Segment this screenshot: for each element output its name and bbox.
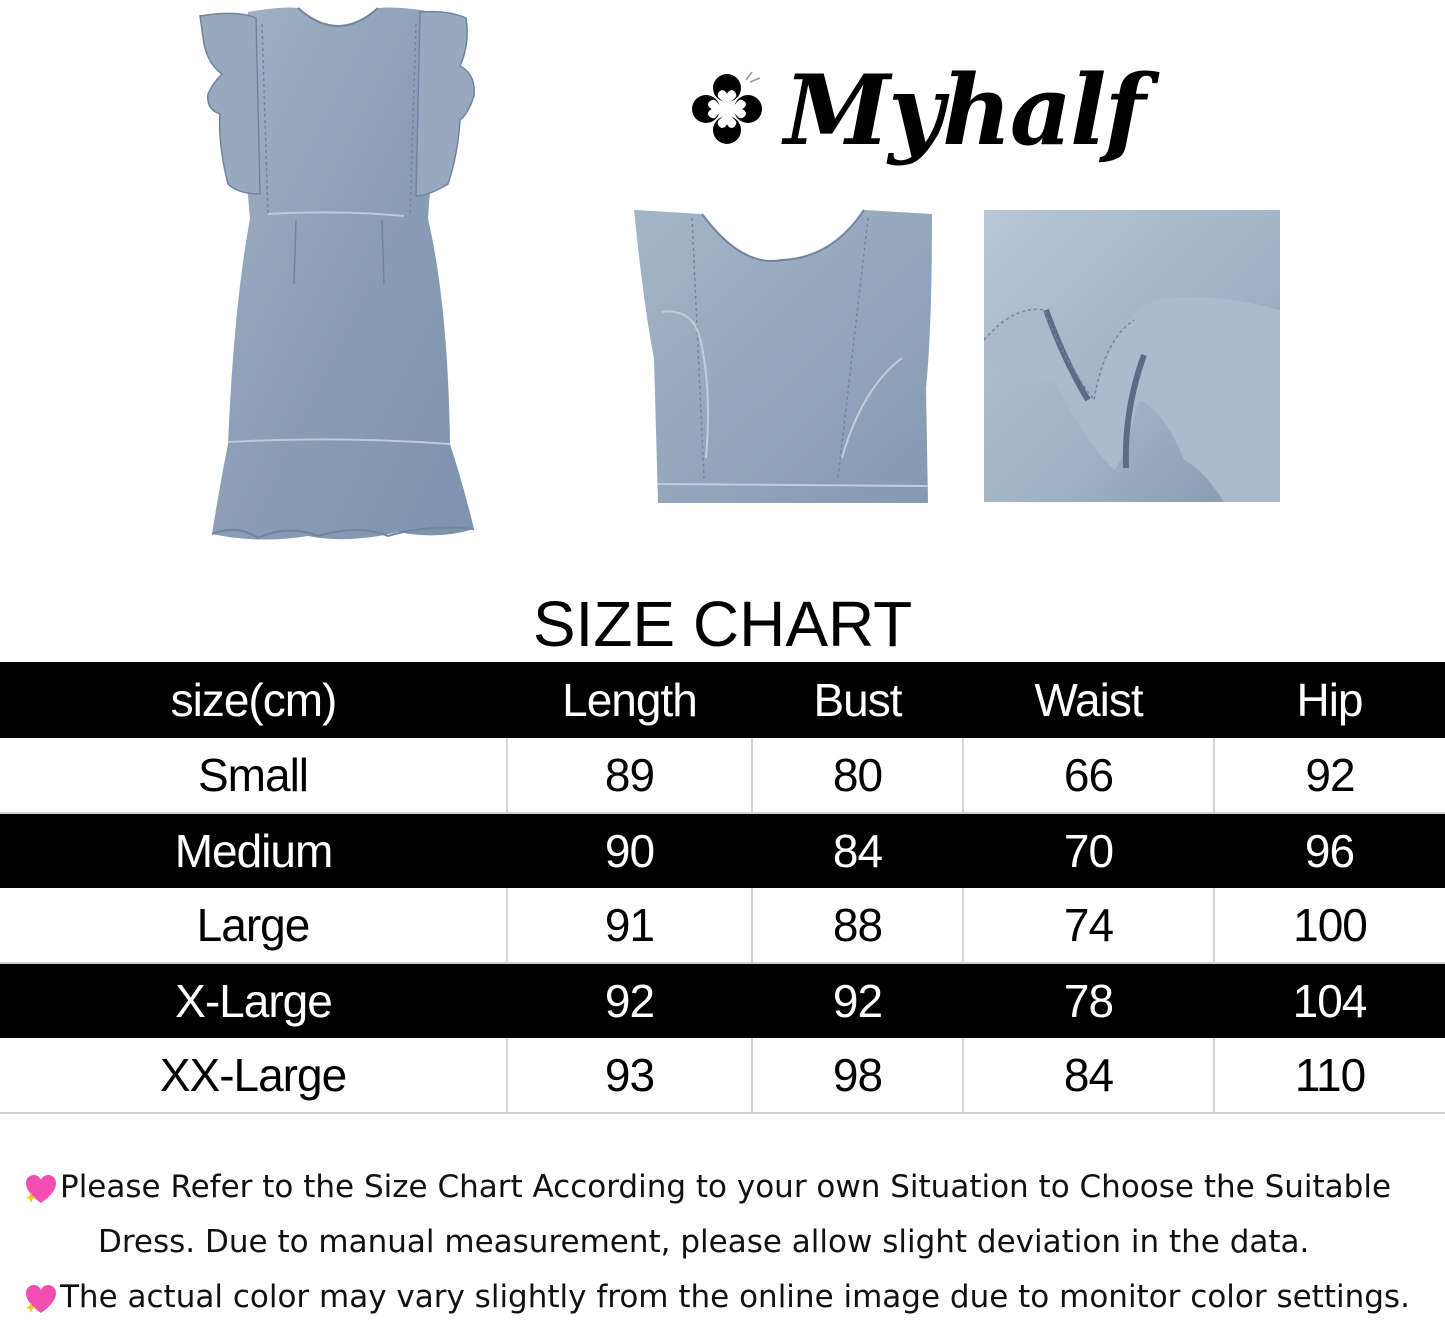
column-header-hip: Hip xyxy=(1214,662,1445,738)
full-dress-photo xyxy=(198,4,480,560)
sparkling-heart-icon xyxy=(24,1279,60,1334)
waist-cell: 78 xyxy=(963,963,1214,1038)
clover-heart-icon xyxy=(688,70,766,153)
note-item xyxy=(24,1270,1434,1334)
bust-cell: 88 xyxy=(752,888,963,963)
size-cell: X-Large xyxy=(0,963,507,1038)
bust-cell: 80 xyxy=(752,738,963,813)
table-row xyxy=(0,1038,1445,1113)
size-chart-title: SIZE CHART xyxy=(532,588,913,660)
size-cell: Large xyxy=(0,888,507,963)
size-cell: XX-Large xyxy=(0,1038,507,1113)
bust-cell: 92 xyxy=(752,963,963,1038)
note-text-line: Please Refer to the Size Chart According to your own Situation to Choose the Suitable xyxy=(60,1169,1392,1205)
size-chart-table xyxy=(0,662,1445,1114)
hip-cell: 92 xyxy=(1214,738,1445,813)
length-cell: 91 xyxy=(507,888,752,963)
length-cell: 90 xyxy=(507,813,752,888)
waist-cell: 66 xyxy=(963,738,1214,813)
notes-section xyxy=(24,1160,1434,1334)
hip-cell: 110 xyxy=(1214,1038,1445,1113)
table-header-row xyxy=(0,662,1445,738)
length-cell: 92 xyxy=(507,963,752,1038)
ruffle-hem-detail-photo xyxy=(984,210,1280,502)
size-cell: Small xyxy=(0,738,507,813)
bust-cell: 98 xyxy=(752,1038,963,1113)
brand-logo xyxy=(688,52,1188,170)
waist-cell: 70 xyxy=(963,813,1214,888)
hip-cell: 100 xyxy=(1214,888,1445,963)
hip-cell: 104 xyxy=(1214,963,1445,1038)
note-item xyxy=(24,1160,1434,1270)
note-text-line: Dress. Due to manual measurement, please allow slight deviation in the data. xyxy=(98,1224,1310,1260)
table-row xyxy=(0,813,1445,888)
table-row xyxy=(0,963,1445,1038)
bust-cell: 84 xyxy=(752,813,963,888)
length-cell: 89 xyxy=(507,738,752,813)
note-text-line: The actual color may vary slightly from the online image due to monitor color settings. xyxy=(60,1279,1410,1315)
dress-illustration-icon xyxy=(198,4,480,560)
column-header-length: Length xyxy=(507,662,752,738)
length-cell: 93 xyxy=(507,1038,752,1113)
sparkling-heart-icon xyxy=(24,1169,60,1224)
waist-cell: 74 xyxy=(963,888,1214,963)
table-row xyxy=(0,888,1445,963)
size-cell: Medium xyxy=(0,813,507,888)
waist-cell: 84 xyxy=(963,1038,1214,1113)
column-header-bust: Bust xyxy=(752,662,963,738)
table-row xyxy=(0,738,1445,813)
brand-name: Myhalf xyxy=(784,54,1144,167)
column-header-size: size(cm) xyxy=(0,662,507,738)
dress-back-detail-photo xyxy=(632,208,932,503)
column-header-waist: Waist xyxy=(963,662,1214,738)
hip-cell: 96 xyxy=(1214,813,1445,888)
